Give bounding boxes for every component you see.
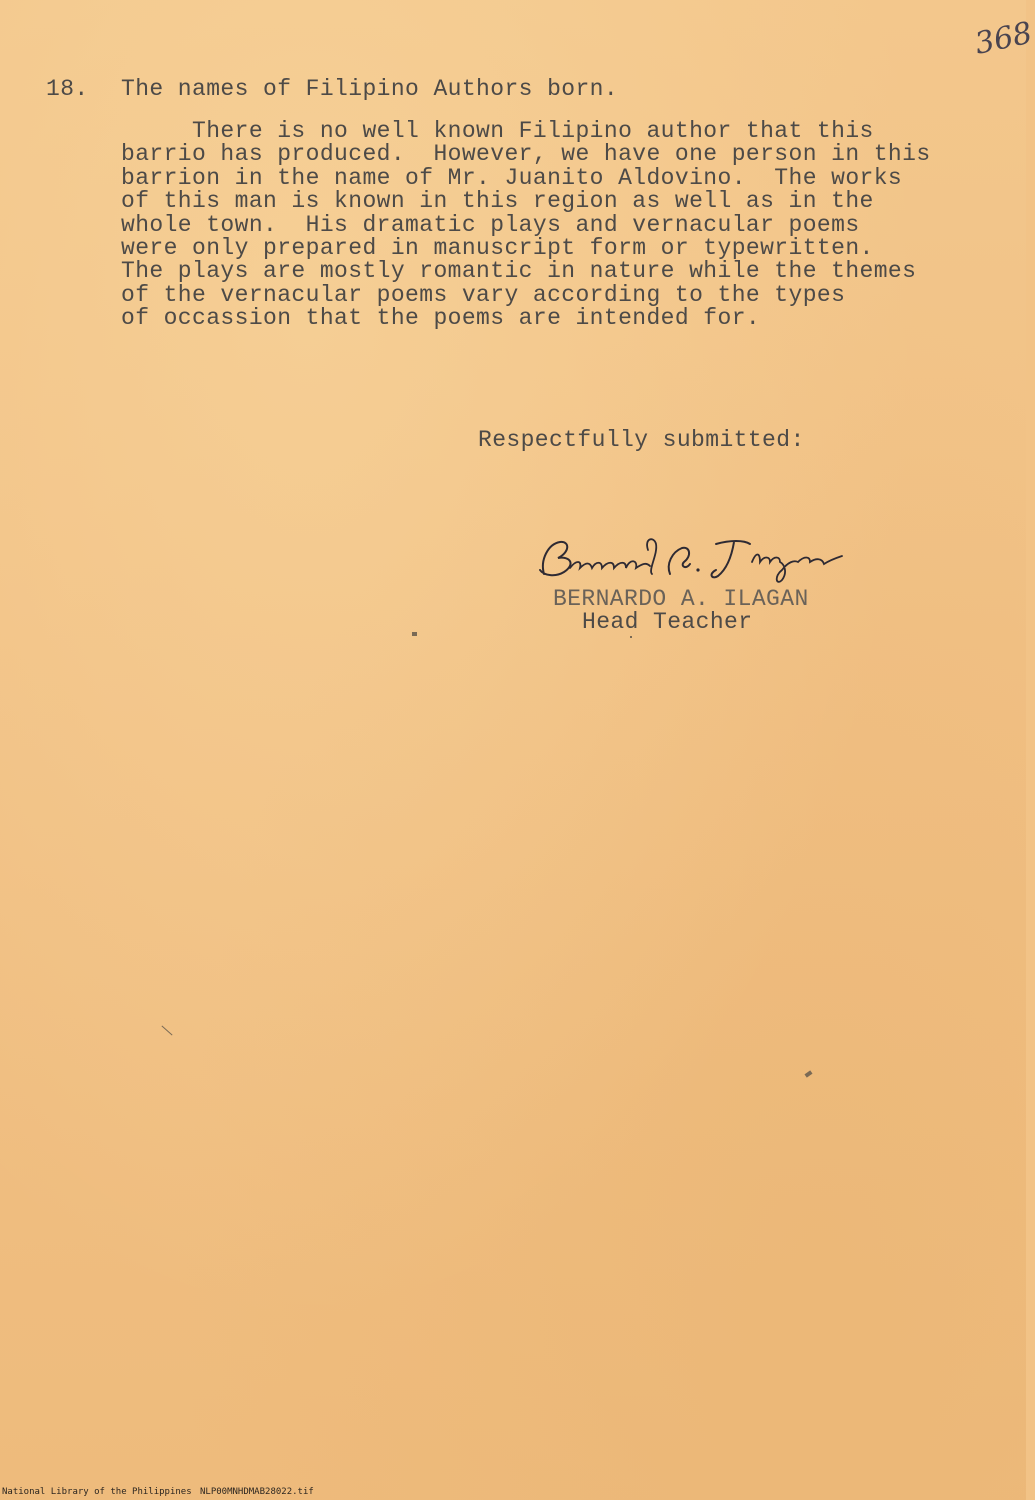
body-line: were only prepared in manuscript form or typewritten. <box>121 234 874 261</box>
item-heading: The names of Filipino Authors born. <box>121 76 619 102</box>
handwritten-signature <box>530 530 850 592</box>
handwritten-page-number: 368 <box>971 15 1035 62</box>
footer-library-name: National Library of the Philippines <box>2 1487 192 1497</box>
body-line: of occassion that the poems are intended for. <box>121 305 761 332</box>
paper-speck <box>804 1070 812 1077</box>
signer-title: Head Teacher <box>582 609 753 635</box>
body-line: of this man is known in this region as well as in the <box>121 188 874 215</box>
body-line: The plays are mostly romantic in nature while the themes <box>121 258 917 285</box>
body-paragraph <box>121 120 1001 331</box>
closing-line: Respectfully submitted: <box>478 427 805 453</box>
body-line: whole town. His dramatic plays and vernacular poems <box>121 211 860 238</box>
paper-speck <box>412 632 417 636</box>
paper-speck <box>630 636 632 638</box>
body-line: barrion in the name of Mr. Juanito Aldovino. The works <box>121 164 903 191</box>
signer-name: BERNARDO A. ILAGAN <box>553 586 809 612</box>
body-line: barrio has produced. However, we have one person in this <box>121 141 931 168</box>
body-line: There is no well known Filipino author that this <box>121 118 874 144</box>
item-number: 18. <box>46 76 89 102</box>
body-line: of the vernacular poems vary according to the types <box>121 281 846 308</box>
footer-file-name: NLP00MNHDMAB28022.tif <box>200 1487 314 1497</box>
paper-speck <box>161 1025 172 1035</box>
